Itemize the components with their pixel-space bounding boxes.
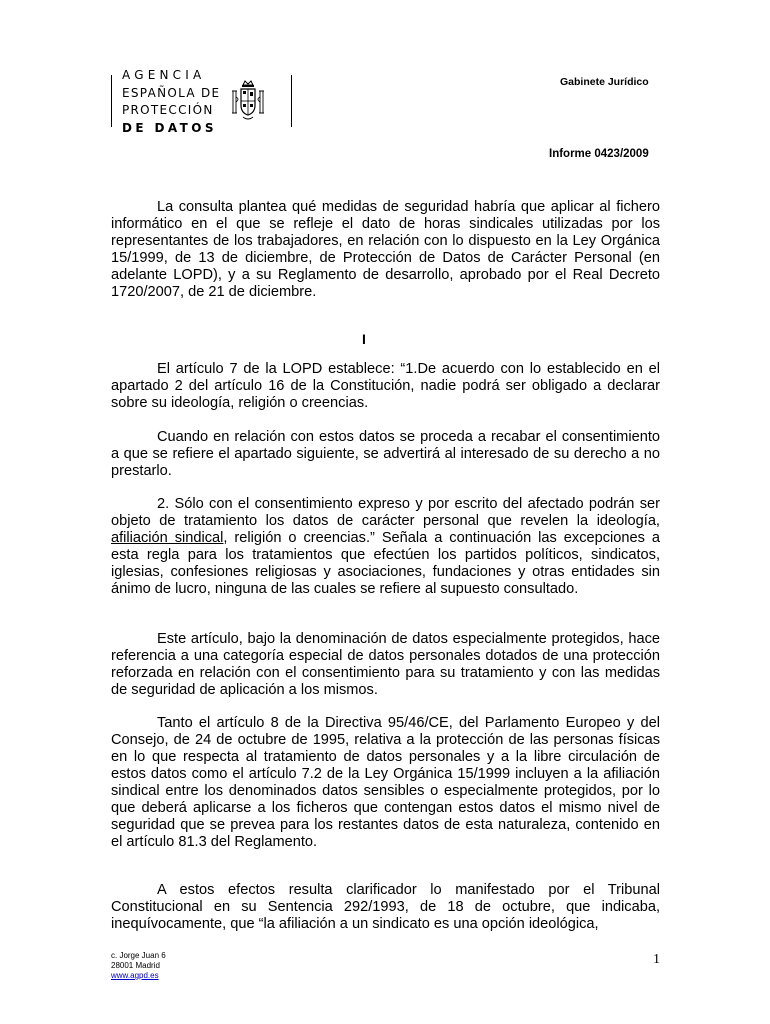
address-street: c. Jorge Juan 6 [111, 951, 166, 960]
paragraph-7 [111, 882, 660, 933]
section-heading: I [362, 331, 366, 347]
department-label: Gabinete Jurídico [560, 76, 649, 88]
logo-line-3: PROTECCIÓN [122, 103, 214, 117]
coat-of-arms-icon [231, 79, 265, 123]
website-link[interactable]: www.agpd.es [111, 971, 159, 980]
paragraph-3-text: Cuando en relación con estos datos se proceda a recabar el consentimiento a que se refiere el apartado siguiente, se advertirá al interesado de su derecho a no prestarlo. [111, 429, 660, 479]
footer-address [111, 951, 166, 981]
logo-line-2: ESPAÑOLA DE [122, 85, 221, 100]
paragraph-6 [111, 715, 660, 851]
paragraph-2 [111, 361, 660, 412]
paragraph-5-text: Este artículo, bajo la denominación de datos especialmente protegidos, hace referencia a una categoría especial de datos personales dotados de una protección reforzada en relación con el consentimiento para su tratamiento y con las medidas de seguridad de aplicación a los mismos. [111, 631, 660, 698]
paragraph-1 [111, 199, 660, 301]
paragraph-6-text: Tanto el artículo 8 de la Directiva 95/46/CE, del Parlamento Europeo y del Consejo, de 24 de octubre de 1995, relativa a la protección de las personas físicas en lo que respecta al tratamiento de datos personales y a la libre circulación de estos datos como el artículo 7.2 de la Ley Orgánica 15/1999 incluyen a la afiliación sindical entre los denominados datos sensibles o especialmente protegidos, por lo que deberá aplicarse a los ficheros que contengan estos datos el mismo nivel de seguridad que se prevea para los restantes datos de esta naturaleza, contenido en el artículo 81.3 del Reglamento. [111, 715, 660, 850]
paragraph-5 [111, 631, 660, 699]
logo-wordmark [122, 67, 220, 137]
paragraph-1-text: La consulta plantea qué medidas de seguridad habría que aplicar al fichero informático en el que se refleje el dato de horas sindicales utilizadas por los representantes de los trabajadores, en relación con lo dispuesto en la Ley Orgánica 15/1999, de 13 de diciembre, de Protección de Datos de Carácter Personal (en adelante LOPD), y a su Reglamento de desarrollo, aprobado por el Real Decreto 1720/2007, de 21 de diciembre. [111, 199, 660, 300]
paragraph-2-text: El artículo 7 de la LOPD establece: “1.De acuerdo con lo establecido en el apartado 2 del artículo 16 de la Constitución, nadie podrá ser obligado a declarar sobre su ideología, religión o creencias. [111, 361, 660, 411]
paragraph-4-text-end: religión o creencias.” Señala a continuación las excepciones a esta regla para los tratamientos que efectúen los partidos políticos, sindicatos, iglesias, confesiones religiosas y asociaciones, fundaciones y otras entidades sin ánimo de lucro, ninguna de las cuales se refiere al supuesto consultado. [111, 530, 660, 597]
address-city: 28001 Madrid [111, 961, 160, 970]
underlined-term: afiliación sindical, [111, 530, 228, 546]
paragraph-4 [111, 496, 660, 598]
logo-divider-right [291, 75, 292, 127]
report-number: Informe 0423/2009 [549, 148, 649, 160]
agency-logo [111, 67, 296, 135]
logo-line-4: DE DATOS [122, 120, 217, 135]
paragraph-3 [111, 429, 660, 480]
logo-divider-left [111, 75, 112, 127]
page-number: 1 [653, 952, 660, 967]
paragraph-7-text: A estos efectos resulta clarificador lo manifestado por el Tribunal Constitucional en su Sentencia 292/1993, de 18 de octubre, que indicaba, inequívocamente, que “la afiliación a un sindicato es una opción ideológica, [111, 882, 660, 932]
paragraph-4-text-start: 2. Sólo con el consentimiento expreso y por escrito del afectado podrán ser objeto de tratamiento los datos de carácter personal que revelen la ideología, [111, 496, 660, 529]
logo-line-1: AGENCIA [122, 68, 206, 82]
